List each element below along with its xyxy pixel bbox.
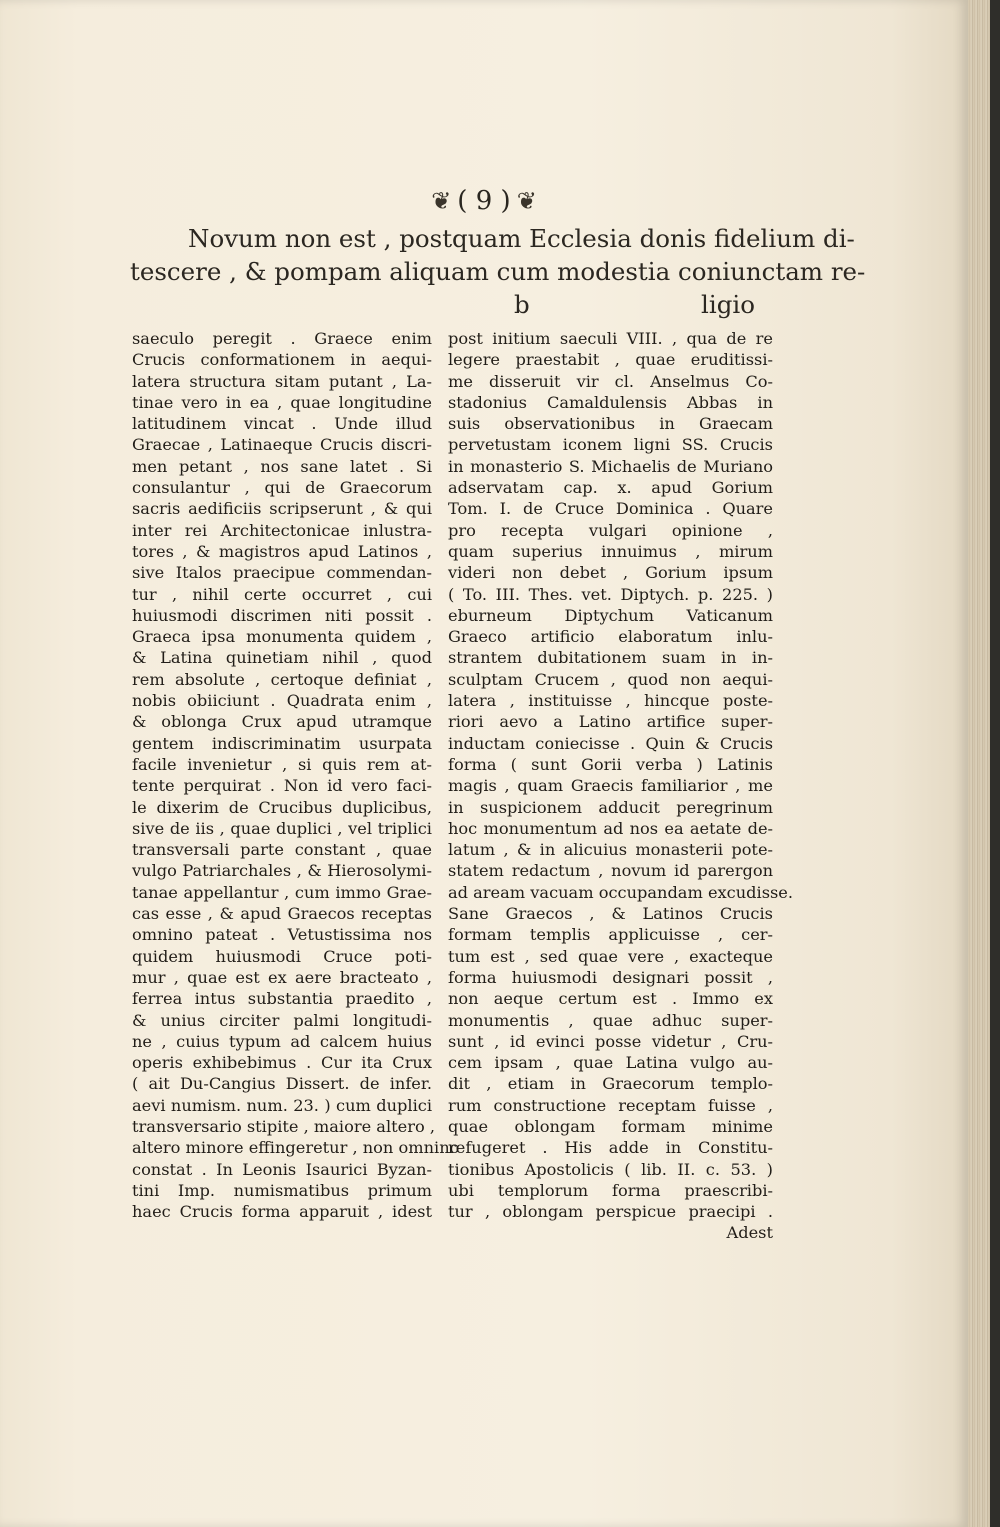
text-line: statem redactum , novum id parergon xyxy=(448,861,773,881)
text-line: tores , & magistros apud Latinos , xyxy=(132,541,432,561)
text-line: sive Italos praecipue commendan- xyxy=(132,563,432,583)
text-line: strantem dubitationem suam in in- xyxy=(448,648,773,668)
text-line: tini Imp. numismatibus primum xyxy=(132,1180,432,1200)
text-line: altero minore effingeretur , non omnino xyxy=(132,1138,460,1158)
text-line: in monasterio S. Michaelis de Muriano xyxy=(448,456,773,476)
text-line: tente perquirat . Non id vero faci- xyxy=(132,776,432,796)
text-line: & unius circiter palmi longitudi- xyxy=(132,1010,432,1030)
text-line: ferrea intus substantia praedito , xyxy=(132,989,432,1009)
text-line: cem ipsam , quae Latina vulgo au- xyxy=(448,1053,773,1073)
text-line: consulantur , qui de Graecorum xyxy=(132,478,432,498)
text-line: facile invenietur , si quis rem at- xyxy=(132,754,432,774)
page-header xyxy=(0,186,968,216)
text-line: videri non debet , Gorium ipsum xyxy=(448,563,773,583)
text-line: tinae vero in ea , quae longitudine xyxy=(132,392,432,412)
text-line: rem absolute , certoque definiat , xyxy=(132,669,432,689)
text-line: gentem indiscriminatim usurpata xyxy=(132,733,432,753)
text-line: huiusmodi discrimen niti possit . xyxy=(132,605,432,625)
intro-line: tescere , & pompam aliquam cum modestia coniunctam re- xyxy=(130,257,866,286)
text-line: Graeca ipsa monumenta quidem , xyxy=(132,627,432,647)
left-column xyxy=(132,328,460,1222)
right-column xyxy=(448,328,794,1244)
text-line: tanae appellantur , cum immo Grae- xyxy=(132,882,432,902)
text-line: sunt , id evinci posse videtur , Cru- xyxy=(448,1031,773,1051)
text-line: quam superius innuimus , mirum xyxy=(448,541,773,561)
text-line: omnino pateat . Vetustissima nos xyxy=(132,925,432,945)
text-line: tur , oblongam perspicue praecipi . xyxy=(448,1202,773,1222)
intro-paragraph xyxy=(130,222,866,321)
text-line: transversali parte constant , quae xyxy=(132,840,432,860)
text-line: quae oblongam formam minime xyxy=(448,1116,773,1136)
text-line: aevi numism. num. 23. ) cum duplici xyxy=(132,1095,432,1115)
text-line: ( ait Du-Cangius Dissert. de infer. xyxy=(132,1074,432,1094)
text-line: dit , etiam in Graecorum templo- xyxy=(448,1074,773,1094)
text-line: tum est , sed quae vere , exacteque xyxy=(448,946,773,966)
catchword: Adest xyxy=(726,1223,773,1243)
text-line: riori aevo a Latino artifice super- xyxy=(448,712,773,732)
text-line: latera structura sitam putant , La- xyxy=(132,371,432,391)
text-line: constat . In Leonis Isaurici Byzan- xyxy=(132,1159,432,1179)
text-line: inductam coniecisse . Quin & Crucis xyxy=(448,733,773,753)
text-line: Graecae , Latinaeque Crucis discri- xyxy=(132,435,432,455)
text-line: Sane Graecos , & Latinos Crucis xyxy=(448,904,773,924)
text-line: operis exhibebimus . Cur ita Crux xyxy=(132,1053,432,1073)
text-line: mur , quae est ex aere bracteato , xyxy=(132,967,432,987)
text-line: formam templis applicuisse , cer- xyxy=(448,925,773,945)
text-line: ( To. III. Thes. vet. Diptych. p. 225. ) xyxy=(448,584,773,604)
text-line: & Latina quinetiam nihil , quod xyxy=(132,648,432,668)
intro-line: Novum non est , postquam Ecclesia donis fidelium di- xyxy=(188,224,855,253)
text-line: magis , quam Graecis familiarior , me xyxy=(448,776,773,796)
text-line: me disseruit vir cl. Anselmus Co- xyxy=(448,371,773,391)
right-ornament-icon: ❦ xyxy=(516,187,537,215)
text-line: haec Crucis forma apparuit , idest xyxy=(132,1202,432,1222)
text-line: transversario stipite , maiore altero , xyxy=(132,1116,435,1136)
text-line: pro recepta vulgari opinione , xyxy=(448,520,773,540)
catchword: ligio xyxy=(701,290,755,319)
text-line: ne , cuius typum ad calcem huius xyxy=(132,1031,432,1051)
text-line: stadonius Camaldulensis Abbas in xyxy=(448,392,773,412)
text-line: latera , instituisse , hincque poste- xyxy=(448,691,773,711)
text-line: le dixerim de Crucibus duplicibus, xyxy=(132,797,432,817)
text-line: rum constructione receptam fuisse , xyxy=(448,1095,773,1115)
text-line: sive de iis , quae duplici , vel triplici xyxy=(132,818,432,838)
signature-mark: b xyxy=(514,290,530,319)
page-number: ( 9 ) xyxy=(457,186,511,216)
text-line: refugeret . His adde in Constitu- xyxy=(448,1138,773,1158)
text-line: saeculo peregit . Graece enim xyxy=(132,329,432,348)
text-line: men petant , nos sane latet . Si xyxy=(132,456,432,476)
text-line: hoc monumentum ad nos ea aetate de- xyxy=(448,818,773,838)
text-line: cas esse , & apud Graecos receptas xyxy=(132,904,432,924)
text-line: Crucis conformationem in aequi- xyxy=(132,350,432,370)
text-line: quidem huiusmodi Cruce poti- xyxy=(132,946,432,966)
text-line: pervetustam iconem ligni SS. Crucis xyxy=(448,435,773,455)
text-line: Graeco artificio elaboratum inlu- xyxy=(448,627,773,647)
text-line: sacris aedificiis scripserunt , & qui xyxy=(132,499,432,519)
text-line: inter rei Architectonicae inlustra- xyxy=(132,520,432,540)
text-line: post initium saeculi VIII. , qua de re xyxy=(448,329,773,348)
text-line: in suspicionem adducit peregrinum xyxy=(448,797,773,817)
signature-line xyxy=(130,288,755,321)
text-line: Tom. I. de Cruce Dominica . Quare xyxy=(448,499,773,519)
text-line: & oblonga Crux apud utramque xyxy=(132,712,432,732)
text-line: forma ( sunt Gorii verba ) Latinis xyxy=(448,754,773,774)
text-line: tionibus Apostolicis ( lib. II. c. 53. ) xyxy=(448,1159,773,1179)
text-line: eburneum Diptychum Vaticanum xyxy=(448,605,773,625)
text-line: latum , & in alicuius monasterii pote- xyxy=(448,840,773,860)
text-line: sculptam Crucem , quod non aequi- xyxy=(448,669,773,689)
text-line: ubi templorum forma praescribi- xyxy=(448,1180,773,1200)
book-cover-edge xyxy=(990,0,1000,1527)
text-line: vulgo Patriarchales , & Hierosolymi- xyxy=(132,861,432,881)
text-line: suis observationibus in Graecam xyxy=(448,414,773,434)
text-line: adservatam cap. x. apud Gorium xyxy=(448,478,773,498)
text-line: latitudinem vincat . Unde illud xyxy=(132,414,432,434)
text-line: non aeque certum est . Immo ex xyxy=(448,989,773,1009)
text-line: legere praestabit , quae eruditissi- xyxy=(448,350,773,370)
text-line: tur , nihil certe occurret , cui xyxy=(132,584,432,604)
left-ornament-icon: ❦ xyxy=(431,187,452,215)
text-line: nobis obiiciunt . Quadrata enim , xyxy=(132,691,432,711)
text-line: monumentis , quae adhuc super- xyxy=(448,1010,773,1030)
text-line: forma huiusmodi designari possit , xyxy=(448,967,773,987)
text-line: ad aream vacuam occupandam excudisse. xyxy=(448,882,794,902)
